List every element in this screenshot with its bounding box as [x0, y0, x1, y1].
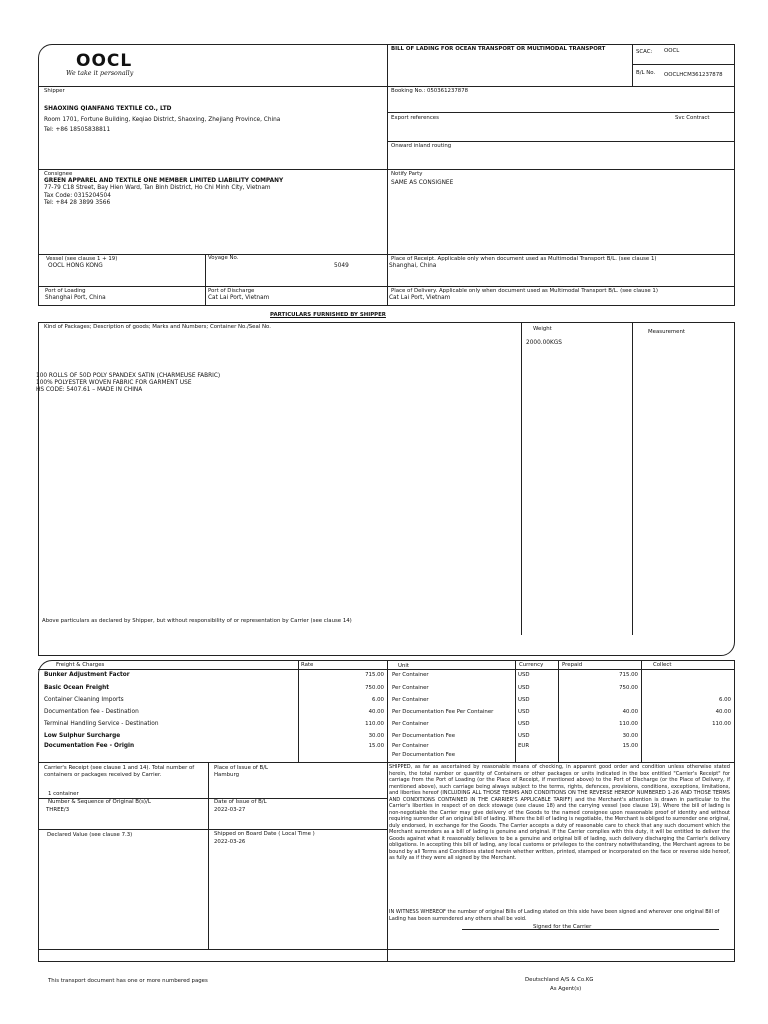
charge-rate-cell: 40.00	[368, 709, 384, 715]
charge-prepaid-cell: 750.00	[619, 685, 638, 691]
charge-rate-cell: 15.00	[368, 743, 384, 749]
charge-name-cell: Basic Ocean Freight	[44, 685, 109, 691]
originals-label: Number & Sequence of Original B(s)/L	[48, 799, 151, 805]
charge-currency-cell: EUR	[518, 743, 530, 749]
svc-contract-label: Svc Contract	[675, 115, 710, 121]
charge-unit-cell: Per Container	[392, 697, 429, 703]
shipped-on-board-label: Shipped on Board Date ( Local Time )	[214, 831, 315, 837]
witness-text: IN WITNESS WHEREOF the number of original Bills of Lading stated on this side have been signed and wherever one original Bill of Lading has been surrendered any others shall be void.	[389, 909, 720, 922]
rate-header: Rate	[301, 662, 314, 668]
charge-currency-cell: USD	[518, 733, 530, 739]
shipper-label: Shipper	[44, 88, 65, 94]
page-note: This transport document has one or more numbered pages	[48, 978, 208, 984]
place-of-receipt-value: Shanghai, China	[389, 263, 437, 269]
shipper-tel: Tel: +86 18505838811	[44, 127, 111, 133]
charge-currency-cell: USD	[518, 672, 530, 678]
date-of-issue-label: Date of Issue of B/L	[214, 799, 267, 805]
measurement-label: Measurement	[648, 329, 686, 335]
voyage-value: 5049	[334, 263, 349, 269]
consignee-address: 77-79 C18 Street, Bay Hien Ward, Tan Binh District, Ho Chi Minh City, Vietnam	[44, 185, 271, 191]
notify-party-label: Notify Party	[391, 171, 423, 177]
onward-routing-label: Onward inland routing	[391, 143, 452, 149]
port-of-loading-label: Port of Loading	[45, 288, 86, 294]
charge-rate-cell: 6.00	[371, 697, 384, 703]
currency-header: Currency	[519, 662, 544, 668]
goods-line-1: 100 ROLLS OF 50D POLY SPANDEX SATIN (CHARMEUSE FABRIC)	[36, 373, 221, 379]
charge-prepaid-cell: 40.00	[622, 709, 638, 715]
charge-unit-cell: Per Documentation Fee	[392, 752, 456, 758]
declared-value-label: Declared Value (see clause 7.3)	[47, 832, 133, 838]
place-of-receipt-label: Place of Receipt. Applicable only when document used as Multimodal Transport B/L. (see clause 1)	[391, 256, 657, 262]
booking-number: Booking No.: 050361237878	[391, 88, 469, 94]
charge-rate-cell: 30.00	[368, 733, 384, 739]
shipped-on-board-value: 2022-03-26	[214, 839, 246, 845]
charge-prepaid-cell: 715.00	[619, 672, 638, 678]
port-of-loading-value: Shanghai Port, China	[45, 295, 106, 301]
export-references-label: Export references	[391, 115, 439, 121]
charge-unit-cell: Per Container	[392, 743, 429, 749]
doc-title: BILL OF LADING FOR OCEAN TRANSPORT OR MULTIMODAL TRANSPORT	[391, 46, 606, 52]
charge-rate-cell: 110.00	[365, 721, 384, 727]
vessel-label: Vessel (see clause 1 + 19)	[46, 256, 118, 262]
freight-header: Freight & Charges	[56, 662, 105, 668]
collect-header: Collect	[653, 662, 672, 668]
agent-name: Deutschland A/S & Co.KG	[525, 977, 594, 983]
charge-unit-cell: Per Documentation Fee Per Container	[392, 709, 494, 715]
carrier-receipt-value: 1 container	[48, 791, 79, 797]
oocl-logo: OOCL	[76, 51, 133, 71]
charge-unit-cell: Per Container	[392, 685, 429, 691]
port-of-discharge-value: Cat Lai Port, Vietnam	[208, 295, 270, 301]
voyage-label: Voyage No.	[208, 255, 239, 261]
place-of-issue-value: Hamburg	[214, 772, 239, 778]
charge-collect-cell: 110.00	[712, 721, 731, 727]
carrier-receipt-label: Carrier's Receipt (see clause 1 and 14). Total number of containers or packages received by Carrier.	[44, 765, 195, 778]
notify-party-value: SAME AS CONSIGNEE	[391, 180, 454, 186]
charge-currency-cell: USD	[518, 721, 530, 727]
charge-rate-cell: 750.00	[365, 685, 384, 691]
vessel-value: OOCL HONG KONG	[48, 263, 103, 269]
originals-value: THREE/3	[46, 807, 70, 813]
charge-name-cell: Container Cleaning Imports	[44, 697, 124, 703]
prepaid-header: Prepaid	[562, 662, 583, 668]
weight-value: 2000.00KGS	[526, 340, 562, 346]
date-of-issue-value: 2022-03-27	[214, 807, 246, 813]
charge-prepaid-cell: 15.00	[622, 743, 638, 749]
charge-name-cell: Low Sulphur Surcharge	[44, 733, 121, 739]
charge-collect-cell: 6.00	[718, 697, 731, 703]
charge-name-cell: Bunker Adjustment Factor	[44, 672, 130, 678]
bl-number-label: B/L No.	[636, 70, 656, 76]
charge-name-cell: Terminal Handling Service - Destination	[44, 721, 159, 727]
logo-tagline: We take it personally	[66, 70, 134, 77]
charge-name-cell: Documentation fee - Destination	[44, 709, 139, 715]
charge-currency-cell: USD	[518, 697, 530, 703]
weight-label: Weight	[533, 326, 552, 332]
charge-currency-cell: USD	[518, 685, 530, 691]
unit-header: Unit	[398, 663, 409, 669]
place-of-issue-label: Place of Issue of B/L	[214, 765, 269, 771]
terms-text: SHIPPED, as far as ascertained by reasonable means of checking, in apparent good order and condition unless otherwise stated herein, the total number or quantity of Containers or other packages or units indicated in the box entitled "Carrier's Receipt" for carriage from the Port of Loading (or the Place of Receipt, if mentioned above) to the Port of Discharge (or the Place of Delivery, if mentioned above), such carriage being always subject to the terms, rights, defences, provisions, conditions, exceptions, limitations, and liberties hereof (INCLUDING ALL THOSE TERMS AND CONDITIONS ON THE REVERSE HEREOF NUMBERED 1-26 AND THOSE TERMS AND CONDITIONS CONTAINED IN THE CARRIER'S APPLICABLE TARIFF) and the Merchant's attention is drawn in particular to the Carrier's liberties in respect of on deck stowage (see clause 18) and the carrying vessel (see clause 19). Where the bill of lading is non-negotiable the Carrier may give delivery of the Goods to the named consignee upon reasonable proof of identity and without requiring surrender of an original bill of lading. Where the bill of lading is negotiable, the Merchant is obliged to surrender one original, duly endorsed, in exchange for the Goods. The Carrier accepts a duty of reasonable care to check that any such document which the Merchant surrenders as a bill of lading is genuine and original. If the Carrier complies with this duty, it will be entitled to deliver the Goods against what it reasonably believes to be a genuine and original bill of lading, such delivery discharging the Carrier's delivery obligations. In accepting this bill of lading, any local customs or privileges to the contrary notwithstanding, the Merchant agrees to be bound by all Terms and Conditions stated herein whether written, printed, stamped or incorporated on the face or reverse side hereof, as fully as if they were all signed by the Merchant.	[389, 764, 730, 861]
particulars-heading: PARTICULARS FURNISHED BY SHIPPER	[270, 312, 386, 318]
agent-role: As Agent(s)	[550, 986, 582, 992]
consignee-tel: Tel: +84 28 3899 3566	[44, 200, 111, 206]
charge-prepaid-cell: 30.00	[622, 733, 638, 739]
shipper-declaration-disclaimer: Above particulars as declared by Shipper, but without responsibility of or representation by Carrier (see clause 14)	[42, 618, 352, 624]
charge-unit-cell: Per Container	[392, 672, 429, 678]
consignee-tax: Tax Code: 0315204504	[44, 193, 111, 199]
consignee-name: GREEN APPAREL AND TEXTILE ONE MEMBER LIMITED LIABILITY COMPANY	[44, 178, 284, 184]
charge-name-cell: Documentation Fee - Origin	[44, 743, 135, 749]
goods-line-2: 100% POLYESTER WOVEN FABRIC FOR GARMENT USE	[36, 380, 192, 386]
place-of-delivery-label: Place of Delivery. Applicable only when document used as Multimodal Transport B/L. (see clause 1)	[391, 288, 658, 294]
scac-label: SCAC:	[636, 49, 653, 55]
place-of-delivery-value: Cat Lai Port, Vietnam	[389, 295, 451, 301]
charge-collect-cell: 40.00	[715, 709, 731, 715]
signed-for-carrier-label: Signed for the Carrier	[533, 924, 592, 930]
description-label: Kind of Packages; Description of goods; Marks and Numbers; Container No./Seal No.	[44, 324, 271, 330]
shipper-name: SHAOXING QIANFANG TEXTILE CO., LTD	[44, 106, 172, 112]
shipper-address: Room 1701, Fortune Building, Keqiao District, Shaoxing, Zhejiang Province, China	[44, 117, 281, 123]
charge-unit-cell: Per Container	[392, 721, 429, 727]
charge-currency-cell: USD	[518, 709, 530, 715]
scac-value: OOCL	[664, 48, 680, 54]
charge-rate-cell: 715.00	[365, 672, 384, 678]
charge-unit-cell: Per Documentation Fee	[392, 733, 456, 739]
charge-prepaid-cell: 110.00	[619, 721, 638, 727]
bl-number-value: OOCLHCM361237878	[664, 72, 723, 78]
consignee-label: Consignee	[44, 171, 73, 177]
goods-line-3: HS CODE: 5407.61 – MADE IN CHINA	[36, 387, 143, 393]
port-of-discharge-label: Port of Discharge	[208, 288, 255, 294]
